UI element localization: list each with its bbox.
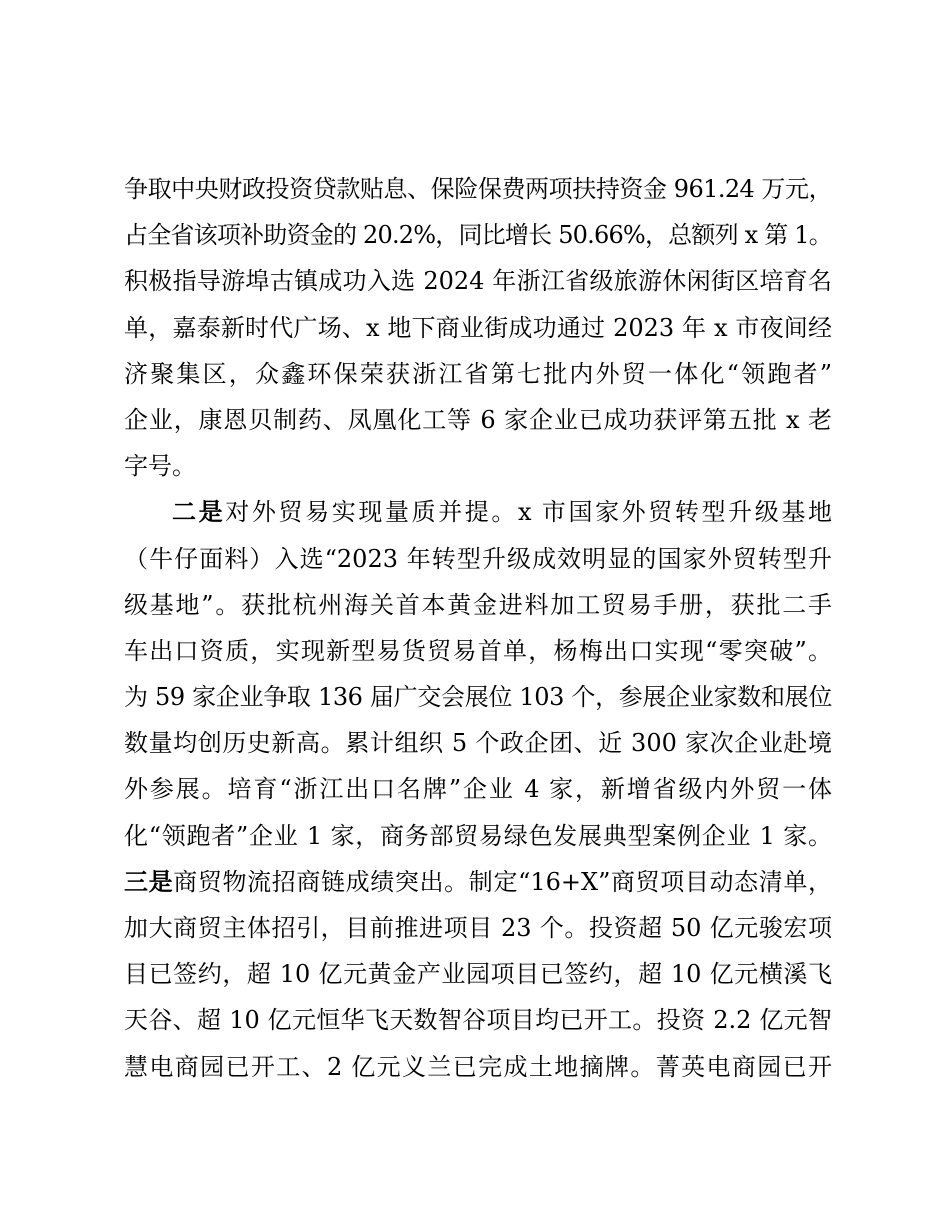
text-line: 天谷、超 10 亿元恒华飞天数智谷项目均已开工。投资 2.2 亿元智 xyxy=(124,1006,832,1035)
text-line: 外参展。培育“浙江出口名牌”企业 4 家，新增省级内外贸一体 xyxy=(124,775,832,804)
text-line: 加大商贸主体招引，目前推进项目 23 个。投资超 50 亿元骏宏项 xyxy=(124,914,832,942)
paragraph-lead: 二是 xyxy=(172,497,226,527)
paragraph-text: 对外贸易实现量质并提。x 市国家外贸转型升级基地 xyxy=(225,498,833,527)
paragraph-first-line xyxy=(124,489,832,535)
text-line: （牛仔面料）入选“2023 年转型升级成效明显的国家外贸转型升 xyxy=(124,544,832,573)
text-line: 级基地”。获批杭州海关首本黄金进料加工贸易手册，获批二手 xyxy=(124,590,832,619)
body-text xyxy=(124,166,832,1090)
text-line: 积极指导游埠古镇成功入选 2024 年浙江省级旅游休闲街区培育名 xyxy=(124,267,832,296)
text-line: 数量均创历史新高。累计组织 5 个政企团、近 300 家次企业赴境 xyxy=(124,729,832,758)
text-line: 车出口资质，实现新型易货贸易首单，杨梅出口实现“零突破”。 xyxy=(124,636,832,665)
paragraph-text: 商贸物流招商链成绩突出。制定“16+X”商贸项目动态清单， xyxy=(173,867,832,896)
paragraph-first-line xyxy=(124,859,832,905)
text-line: 为 59 家企业争取 136 届广交会展位 103 个，参展企业家数和展位 xyxy=(124,683,832,712)
text-line: 济聚集区，众鑫环保荣获浙江省第七批内外贸一体化“领跑者” xyxy=(124,359,832,388)
text-line: 目已签约，超 10 亿元黄金产业园项目已签约，超 10 亿元横溪飞 xyxy=(124,960,832,989)
text-line: 单，嘉泰新时代广场、x 地下商业街成功通过 2023 年 x 市夜间经 xyxy=(124,313,832,342)
text-line: 企业，康恩贝制药、凤凰化工等 6 家企业已成功获评第五批 x 老 xyxy=(124,405,832,434)
text-line: 慧电商园已开工、2 亿元义兰已完成土地摘牌。菁英电商园已开 xyxy=(124,1052,832,1081)
paragraph-lead: 三是 xyxy=(124,866,174,896)
text-line: 化“领跑者”企业 1 家，商务部贸易绿色发展典型案例企业 1 家。 xyxy=(124,821,832,850)
text-line: 争取中央财政投资贷款贴息、保险保费两项扶持资金 961.24 万元， xyxy=(124,175,832,203)
text-line: 字号。 xyxy=(124,452,196,481)
text-line: 占全省该项补助资金的 20.2%，同比增长 50.66%，总额列 x 第 1。 xyxy=(124,221,832,250)
